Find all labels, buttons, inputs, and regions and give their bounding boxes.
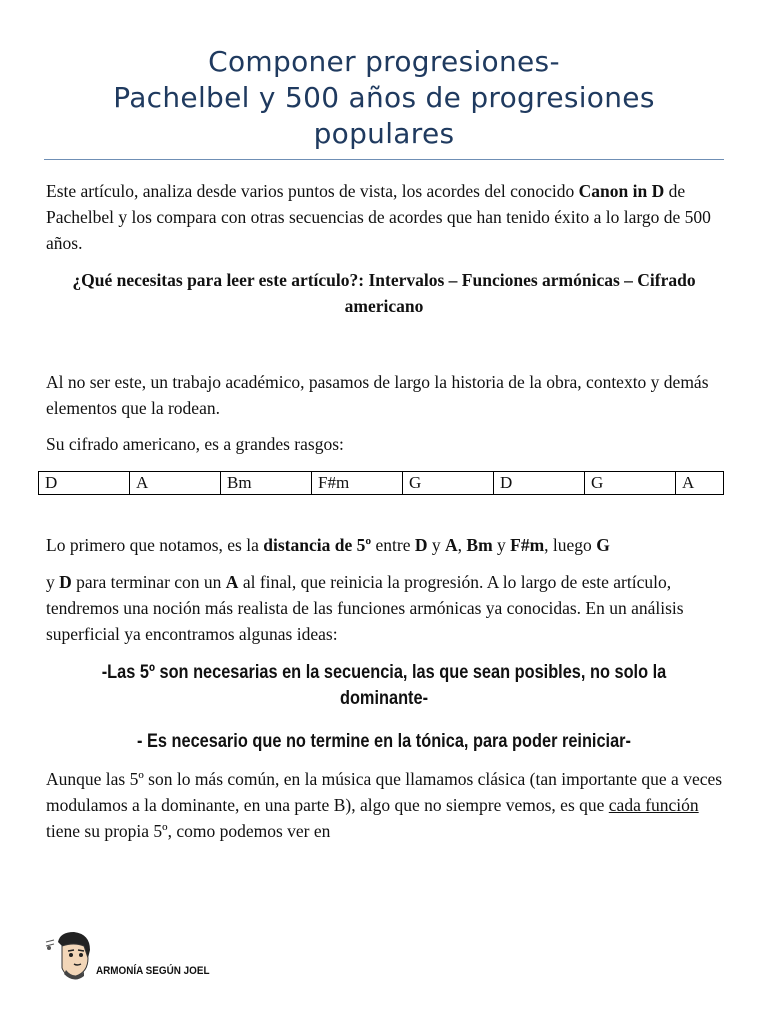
chord-row (39, 472, 724, 495)
bold-text: D (59, 572, 72, 592)
intro-text-2: de Pachelbel y los compara con otras secuencias de acordes que han tenido éxito a lo largo de 500 años. (46, 181, 711, 253)
text: y (427, 535, 445, 555)
intro-bold-canon: Canon in D (578, 181, 665, 201)
headline-tonic: - Es necesario que no termine en la tónica, para poder reiniciar- (137, 731, 631, 752)
chord-cell: G (403, 472, 494, 495)
headline-line-1: -Las 5º son necesarias en la secuencia, las que sean posibles, no solo la (101, 662, 667, 683)
headline-fifths (93, 660, 674, 712)
chord-cell: G (585, 472, 676, 495)
text: y (492, 535, 511, 555)
paragraph-context: Al no ser este, un trabajo académico, pasamos de largo la historia de la obra, contexto y demás elementos que la rodean. (46, 372, 709, 418)
intro-text-1: Este artículo, analiza desde varios puntos de vista, los acordes del conocido (46, 181, 579, 201)
text: , luego (544, 535, 597, 555)
title-line-3: populares (313, 117, 455, 150)
bold-text: F#m (510, 535, 545, 555)
text: Lo primero que notamos, es la (46, 535, 264, 555)
bold-text: A (445, 535, 458, 555)
title-line-1: Componer progresiones- (208, 45, 560, 78)
chord-cell: F#m (312, 472, 403, 495)
chord-cell: A (676, 472, 724, 495)
chord-cell: D (494, 472, 585, 495)
text: Aunque las 5º son lo más común, en la música que llamamos clásica (tan importante que a veces modulamos a la dominante, en una parte B), algo que no siempre vemos, es que (46, 769, 723, 815)
requirements-heading: ¿Qué necesitas para leer este artículo?: Intervalos – Funciones armónicas – Cifrado americano (72, 270, 696, 316)
text: tiene su propia 5º, como podemos ver en (46, 821, 331, 841)
chord-table (38, 471, 724, 495)
bold-text: D (414, 535, 428, 555)
chord-cell: D (39, 472, 130, 495)
headline-line-2: dominante- (339, 688, 429, 709)
paragraph-progression (46, 569, 726, 647)
title-divider (44, 159, 724, 160)
bold-text: A (225, 572, 239, 592)
paragraph-functions (46, 766, 726, 844)
bold-text: distancia de 5º (263, 535, 372, 555)
underlined-text: cada función (608, 795, 699, 815)
text: , (457, 535, 467, 555)
caricature-face-icon (44, 928, 96, 984)
text: al final, que reinicia la progresión. A lo largo de este artículo, tendremos una noción más realista de las funciones armónicas ya conocidas. En un análisis superficial ya encontramos algunas ideas: (46, 572, 684, 644)
bold-text: G (596, 535, 610, 555)
footer-brand-text: ARMONÍA SEGÚN JOEL (96, 965, 210, 977)
paragraph-fifths (46, 532, 726, 558)
bold-text: Bm (466, 535, 493, 555)
text: y (46, 572, 60, 592)
paragraph-cifrado-intro: Su cifrado americano, es a grandes rasgos: (46, 434, 344, 454)
intro-paragraph (46, 178, 726, 256)
title-line-2: Pachelbel y 500 años de progresiones (113, 81, 655, 114)
text: entre (371, 535, 415, 555)
chord-cell: Bm (221, 472, 312, 495)
chord-cell: A (130, 472, 221, 495)
page-title (44, 44, 724, 152)
text: para terminar con un (71, 572, 226, 592)
footer-branding (44, 928, 344, 984)
